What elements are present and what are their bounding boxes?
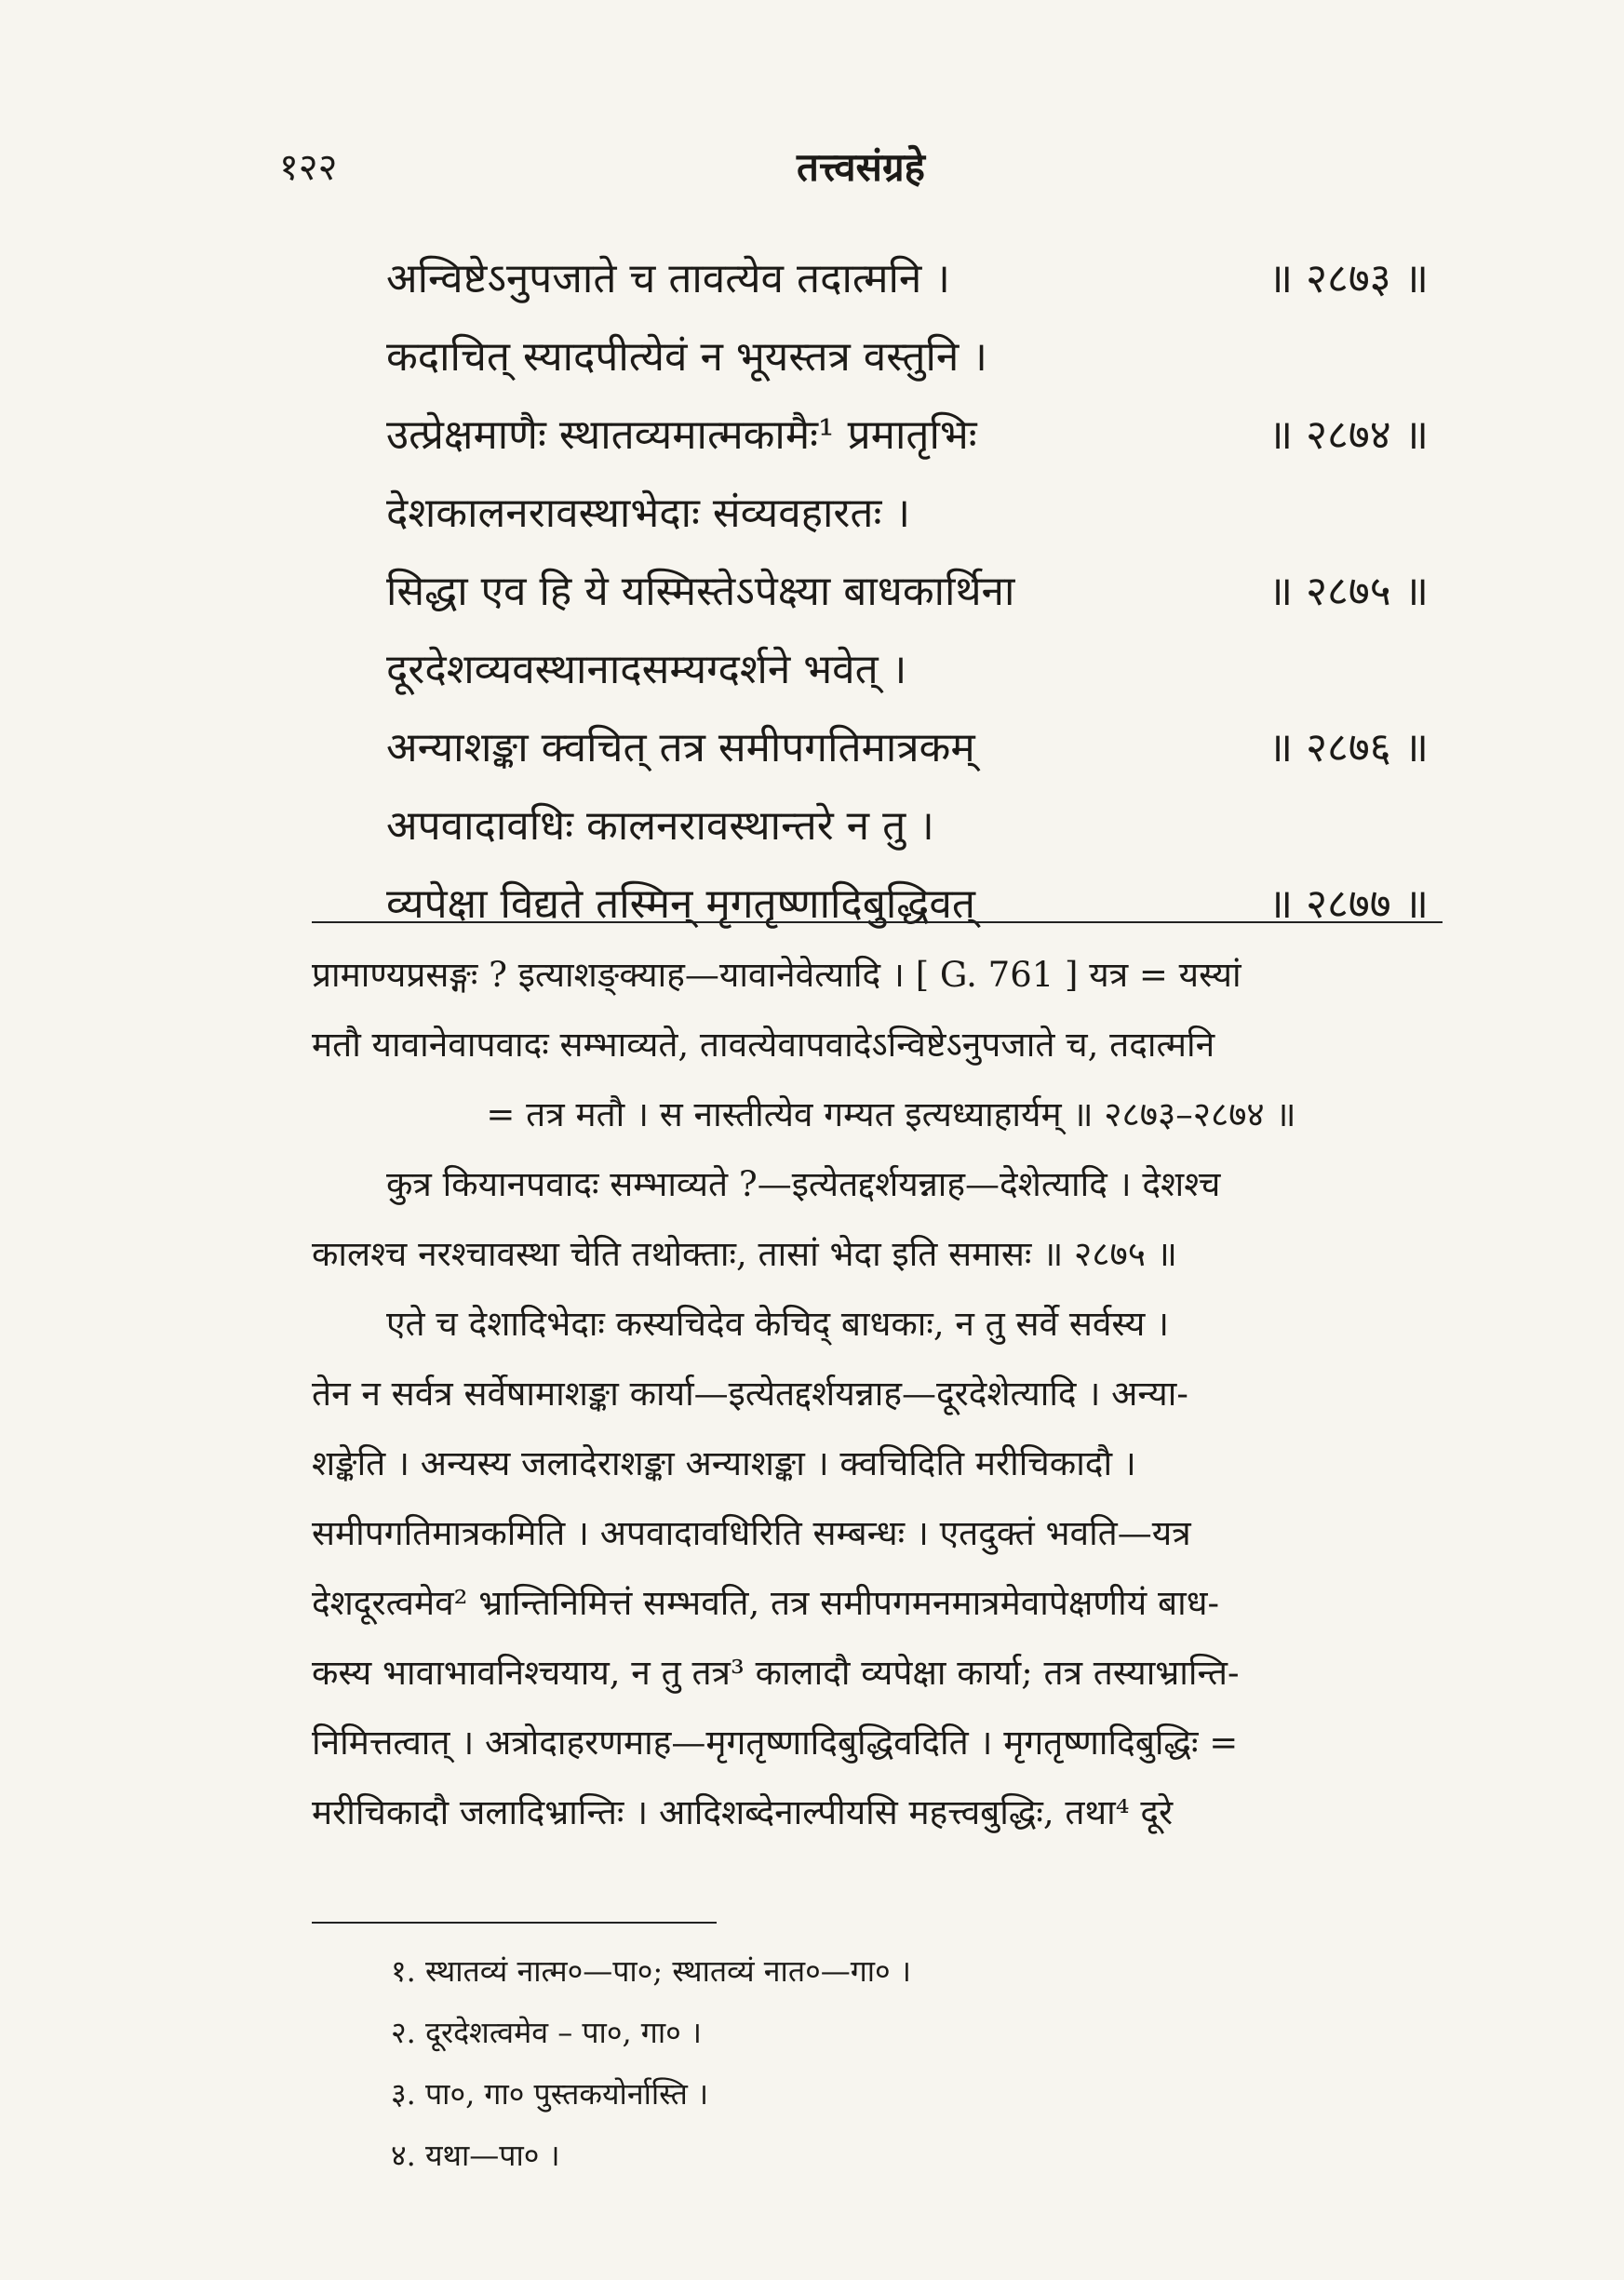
commentary-line: शङ्केति । अन्यस्य जलादेराशङ्का अन्याशङ्का । क्वचिदिति मरीचिकादौ । [312,1443,1136,1483]
footnote: ३. पा०, गा० पुस्तकयोर्नास्ति । [391,2076,709,2112]
verse-number: ॥ २८७३ ॥ [1268,255,1429,302]
commentary-line: कुत्र कियानपवादः सम्भाव्यते ?—इत्येतद्दर्शयन्नाह—देशेत्यादि । देशश्च [386,1164,1221,1204]
footnote-divider [312,1922,717,1924]
commentary-line: मतौ यावानेवापवादः सम्भाव्यते, तावत्येवापवादेऽन्विष्टेऽनुपजाते च, तदात्मनि [312,1025,1215,1065]
verse-block [386,240,1429,944]
page-number: १२२ [279,146,338,189]
commentary-line: मरीचिकादौ जलादिभ्रान्तिः । आदिशब्देनाल्पीयसि महत्त्वबुद्धिः, तथा⁴ दूरे [312,1792,1174,1832]
verse-text: उत्प्रेक्षमाणैः स्थातव्यमात्मकामैः¹ प्रमातृभिः [386,411,977,459]
footnote: २. दूरदेशत्वमेव – पा०, गा० । [391,2015,703,2050]
verse-text: दूरदेशव्यवस्थानादसम्यग्दर्शने भवेत् । [386,646,907,693]
verse-text: सिद्धा एव हि ये यस्मिस्तेऽपेक्ष्या बाधकार्थिना [386,568,1015,615]
commentary-line: समीपगतिमात्रकमिति । अपवादावधिरिति सम्बन्धः । एतदुक्तं भवति—यत्र [312,1513,1191,1553]
commentary-line: एते च देशादिभेदाः कस्यचिदेव केचिद् बाधकाः, न तु सर्वे सर्वस्य । [386,1304,1170,1344]
verse-commentary-divider [312,921,1443,923]
verse-line [386,631,1429,709]
commentary-line: = तत्र मतौ । स नास्तीत्येव गम्यत इत्यध्याहार्यम् ॥ २८७३–२८७४ ॥ [486,1094,1296,1134]
commentary-line: तेन न सर्वत्र सर्वेषामाशङ्का कार्या—इत्येतद्दर्शयन्नाह—दूरदेशेत्यादि । अन्या- [312,1374,1188,1414]
verse-line [386,396,1429,475]
verse-text: अपवादावधिः कालनरावस्थान्तरे न तु । [386,802,934,850]
verse-number: ॥ २८७४ ॥ [1268,411,1429,459]
commentary-line: कालश्च नरश्चावस्था चेति तथोक्ताः, तासां भेदा इति समासः ॥ २८७५ ॥ [312,1234,1177,1274]
verse-line [386,553,1429,631]
verse-text: देशकालनरावस्थाभेदाः संव्यवहारतः । [386,490,911,537]
commentary-line: कस्य भावाभावनिश्चयाय, न तु तत्र³ कालादौ व्यपेक्षा कार्या; तत्र तस्याभ्रान्ति- [312,1653,1240,1693]
verse-number: ॥ २८७५ ॥ [1268,568,1429,615]
commentary-line: प्रामाण्यप्रसङ्गः ? इत्याशङ्क्याह—यावानेवेत्यादि । [ G. 761 ] यत्र = यस्यां [312,955,1241,995]
page-header [279,140,1443,205]
commentary-line: देशदूरत्वमेव² भ्रान्तिनिमित्तं सम्भवति, तत्र समीपगमनमात्रमेवापेक्षणीयं बाध- [312,1583,1219,1623]
verse-text: अन्याशङ्का क्वचित् तत्र समीपगतिमात्रकम् [386,724,975,771]
verse-line [386,865,1429,944]
verse-text: कदाचित् स्यादपीत्येवं न भूयस्तत्र वस्तुनि । [386,333,987,381]
footnote: ४. यथा—पा० । [391,2138,560,2173]
verse-text: व्यपेक्षा विद्यते तस्मिन् मृगतृष्णादिबुद्धिवत् [386,880,975,928]
verse-line [386,787,1429,865]
verse-line [386,709,1429,787]
footnote: १. स्थातव्यं नात्म०—पा०; स्थातव्यं नात०—गा० । [391,1953,911,1989]
verse-number: ॥ २८७७ ॥ [1268,880,1429,928]
running-title: तत्त्वसंग्रहे [797,144,925,190]
commentary-block [312,940,1470,1847]
verse-number: ॥ २८७६ ॥ [1268,724,1429,771]
verse-line [386,318,1429,396]
verse-line [386,475,1429,553]
commentary-line: निमित्तत्वात् । अत्रोदाहरणमाह—मृगतृष्णादिबुद्धिवदिति । मृगतृष्णादिबुद्धिः = [312,1723,1239,1763]
verse-text: अन्विष्टेऽनुपजाते च तावत्येव तदात्मनि । [386,255,950,302]
verse-line [386,240,1429,318]
footnotes-block [391,1940,1228,2186]
